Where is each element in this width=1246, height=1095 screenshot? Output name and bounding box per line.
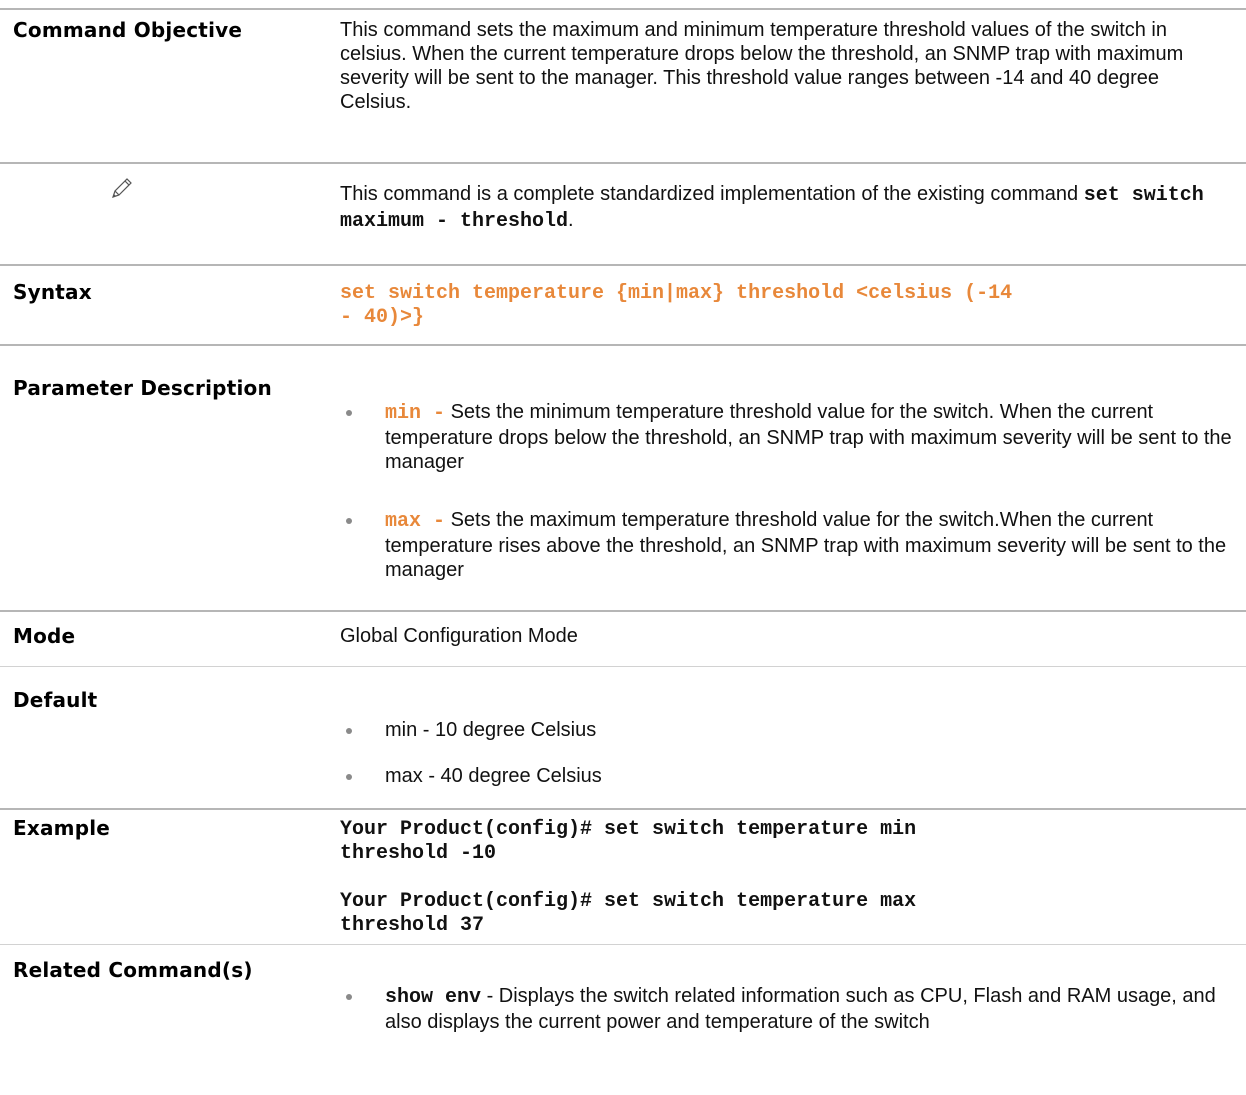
bullet-icon	[346, 410, 352, 416]
syntax-line-1: set switch temperature {min|max} threshold <celsius (-14	[340, 282, 1013, 305]
note-command: set switch maximum - threshold	[340, 184, 1204, 233]
example-2-line-2: threshold 37	[340, 914, 485, 937]
note-text-after: .	[568, 209, 574, 231]
param-name: max -	[385, 510, 446, 533]
syntax-label: Syntax	[13, 280, 92, 304]
related-desc: - Displays the switch related information such as CPU, Flash and RAM usage, and also displays the current power and temperature of the switch	[385, 985, 1216, 1033]
param-desc: Sets the minimum temperature threshold value for the switch. When the current temperature drops below the threshold, an SNMP trap with maximum severity will be sent to the manager	[385, 401, 1232, 473]
note-text-before: This command is a complete standardized implementation of the existing command	[340, 183, 1084, 205]
related-command: show env	[385, 986, 482, 1009]
syntax-code	[340, 282, 1232, 330]
bullet-icon	[346, 994, 352, 1000]
mode-label: Mode	[13, 624, 76, 648]
rule-default	[0, 808, 1246, 810]
parameters-label: Parameter Description	[13, 376, 272, 400]
rule-objective	[0, 162, 1246, 164]
default-label: Default	[13, 688, 98, 712]
param-item-min	[340, 400, 1232, 474]
bullet-icon	[346, 518, 352, 524]
example-code	[340, 818, 1232, 938]
param-name: min -	[385, 402, 446, 425]
example-label: Example	[13, 816, 111, 840]
rule-note	[0, 264, 1246, 266]
rule-parameters	[0, 610, 1246, 612]
rule-syntax	[0, 344, 1246, 346]
example-1-line-2: threshold -10	[340, 842, 497, 865]
rule-mode	[0, 666, 1246, 667]
pencil-icon	[110, 176, 134, 205]
example-1-line-1: Your Product(config)# set switch temperature min	[340, 818, 917, 841]
bullet-icon	[346, 728, 352, 734]
default-item: max - 40 degree Celsius	[340, 764, 1232, 788]
mode-text: Global Configuration Mode	[340, 625, 578, 647]
related-label: Related Command(s)	[13, 958, 253, 982]
param-desc: Sets the maximum temperature threshold value for the switch.When the current temperature rises above the threshold, an SNMP trap with maximum severity will be sent to the manager	[385, 509, 1227, 581]
top-rule	[0, 8, 1246, 10]
default-item: min - 10 degree Celsius	[340, 718, 1232, 742]
param-item-max	[340, 508, 1232, 582]
objective-label: Command Objective	[13, 18, 243, 42]
related-list	[340, 984, 1232, 1034]
example-2-line-1: Your Product(config)# set switch temperature max	[340, 890, 917, 913]
objective-text: This command sets the maximum and minimum temperature threshold values of the switch in celsius. When the current temperature drops below the threshold, an SNMP trap with maximum severity will be sent to the manager. This threshold value ranges between -14 and 40 degree Celsius.	[340, 19, 1184, 113]
bullet-icon	[346, 774, 352, 780]
note-text	[340, 182, 1232, 234]
rule-example	[0, 944, 1246, 945]
default-list	[340, 718, 1232, 788]
syntax-line-2: - 40)>}	[340, 306, 425, 329]
related-item	[340, 984, 1232, 1034]
parameters-list	[340, 400, 1232, 582]
